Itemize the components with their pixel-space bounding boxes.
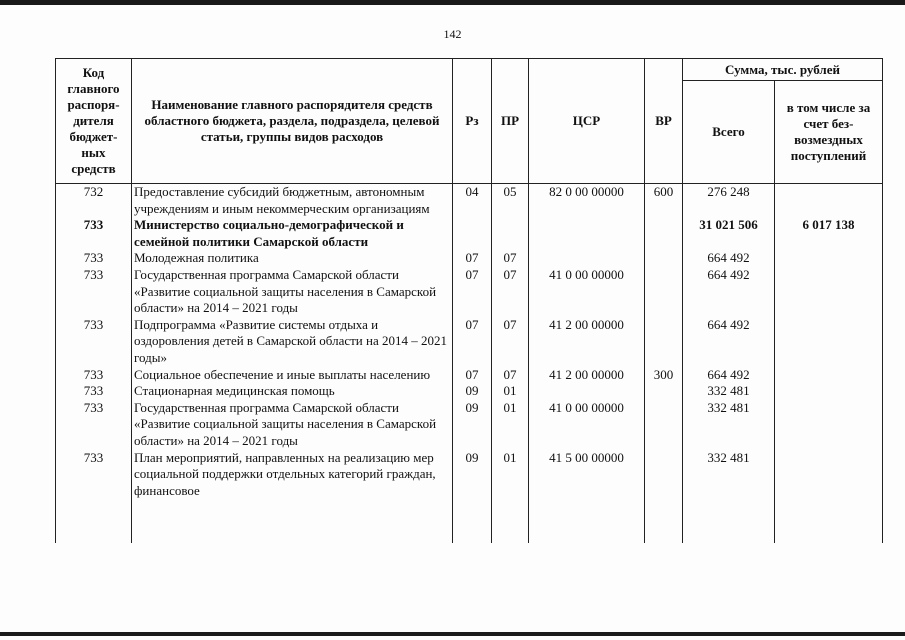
table-row [56, 250, 883, 267]
cell-pr: 07 [492, 317, 529, 367]
cell-free [775, 400, 883, 450]
cell-free [775, 367, 883, 384]
cell-code: 733 [56, 383, 132, 400]
header-total: Всего [683, 81, 775, 184]
cell-rz: 07 [453, 267, 492, 317]
cell-csr: 41 5 00 00000 [529, 450, 645, 500]
table-row [56, 267, 883, 317]
empty-cell [492, 499, 529, 543]
empty-cell [775, 499, 883, 543]
cell-name: Стационарная медицинская помощь [132, 383, 453, 400]
scan-bottom-border [0, 632, 905, 636]
cell-rz: 09 [453, 383, 492, 400]
cell-rz: 09 [453, 400, 492, 450]
cell-csr [529, 383, 645, 400]
cell-total: 664 492 [683, 250, 775, 267]
header-name: Наименование главного распорядителя средств областного бюджета, раздела, подраздела, целевой статьи, группы видов расходов [132, 59, 453, 184]
cell-name: Молодежная политика [132, 250, 453, 267]
cell-pr: 05 [492, 184, 529, 218]
cell-free [775, 317, 883, 367]
cell-total: 332 481 [683, 400, 775, 450]
cell-vr [645, 450, 683, 500]
table-row [56, 400, 883, 450]
budget-table [55, 58, 883, 543]
cell-rz [453, 217, 492, 250]
empty-cell [683, 499, 775, 543]
scan-top-border [0, 0, 905, 5]
table-row [56, 317, 883, 367]
cell-rz: 07 [453, 250, 492, 267]
cell-csr: 41 2 00 00000 [529, 367, 645, 384]
cell-name: Предоставление субсидий бюджетным, автономным учреждениям и иным некоммерческим организациям [132, 184, 453, 218]
cell-free: 6 017 138 [775, 217, 883, 250]
table-header [56, 59, 883, 184]
cell-pr: 07 [492, 267, 529, 317]
cell-pr: 07 [492, 250, 529, 267]
cell-name: План мероприятий, направленных на реализацию мер социальной поддержки отдельных категорий граждан, финансовое [132, 450, 453, 500]
cell-csr: 82 0 00 00000 [529, 184, 645, 218]
cell-csr: 41 0 00 00000 [529, 400, 645, 450]
header-rz: Рз [453, 59, 492, 184]
cell-name: Государственная программа Самарской области «Развитие социальной защиты населения в Самарской области» на 2014 – 2021 годы [132, 267, 453, 317]
header-vr: ВР [645, 59, 683, 184]
page-number: 142 [443, 27, 462, 41]
cell-name: Министерство социально-демографической и семейной политики Самарской области [132, 217, 453, 250]
cell-rz: 04 [453, 184, 492, 218]
cell-free [775, 383, 883, 400]
cell-vr [645, 383, 683, 400]
cell-free [775, 267, 883, 317]
cell-name: Социальное обеспечение и иные выплаты населению [132, 367, 453, 384]
cell-code: 733 [56, 250, 132, 267]
cell-total: 664 492 [683, 317, 775, 367]
cell-csr: 41 2 00 00000 [529, 317, 645, 367]
header-csr: ЦСР [529, 59, 645, 184]
cell-pr: 01 [492, 450, 529, 500]
cell-vr [645, 317, 683, 367]
table-row [56, 450, 883, 500]
cell-free [775, 450, 883, 500]
cell-code: 733 [56, 367, 132, 384]
cell-code: 732 [56, 184, 132, 218]
cell-code: 733 [56, 400, 132, 450]
table-row [56, 184, 883, 218]
empty-cell [453, 499, 492, 543]
cell-code: 733 [56, 450, 132, 500]
header-pr: ПР [492, 59, 529, 184]
cell-rz: 07 [453, 367, 492, 384]
cell-pr [492, 217, 529, 250]
cell-name: Государственная программа Самарской области «Развитие социальной защиты населения в Самарской области» на 2014 – 2021 годы [132, 400, 453, 450]
cell-vr: 300 [645, 367, 683, 384]
cell-csr [529, 250, 645, 267]
table-body [56, 184, 883, 544]
empty-cell [645, 499, 683, 543]
empty-cell [132, 499, 453, 543]
cell-total: 664 492 [683, 267, 775, 317]
cell-code: 733 [56, 267, 132, 317]
cell-total: 332 481 [683, 383, 775, 400]
cell-vr [645, 250, 683, 267]
table-row-continuation [56, 499, 883, 543]
cell-code: 733 [56, 217, 132, 250]
header-free: в том числе за счет без-возмездных поступлений [775, 81, 883, 184]
cell-pr: 07 [492, 367, 529, 384]
cell-vr [645, 217, 683, 250]
cell-vr: 600 [645, 184, 683, 218]
table-row [56, 217, 883, 250]
cell-csr: 41 0 00 00000 [529, 267, 645, 317]
cell-vr [645, 400, 683, 450]
table-row [56, 383, 883, 400]
cell-csr [529, 217, 645, 250]
cell-name: Подпрограмма «Развитие системы отдыха и оздоровления детей в Самарской области на 2014 – 2021 годы» [132, 317, 453, 367]
cell-total: 276 248 [683, 184, 775, 218]
cell-rz: 07 [453, 317, 492, 367]
cell-total: 31 021 506 [683, 217, 775, 250]
cell-pr: 01 [492, 400, 529, 450]
cell-vr [645, 267, 683, 317]
empty-cell [56, 499, 132, 543]
cell-rz: 09 [453, 450, 492, 500]
table-row [56, 367, 883, 384]
header-code: Код главного распоря-дителя бюджет-ных средств [56, 59, 132, 184]
cell-free [775, 184, 883, 218]
cell-total: 332 481 [683, 450, 775, 500]
cell-total: 664 492 [683, 367, 775, 384]
header-sum: Сумма, тыс. рублей [683, 59, 883, 81]
empty-cell [529, 499, 645, 543]
cell-pr: 01 [492, 383, 529, 400]
cell-free [775, 250, 883, 267]
cell-code: 733 [56, 317, 132, 367]
